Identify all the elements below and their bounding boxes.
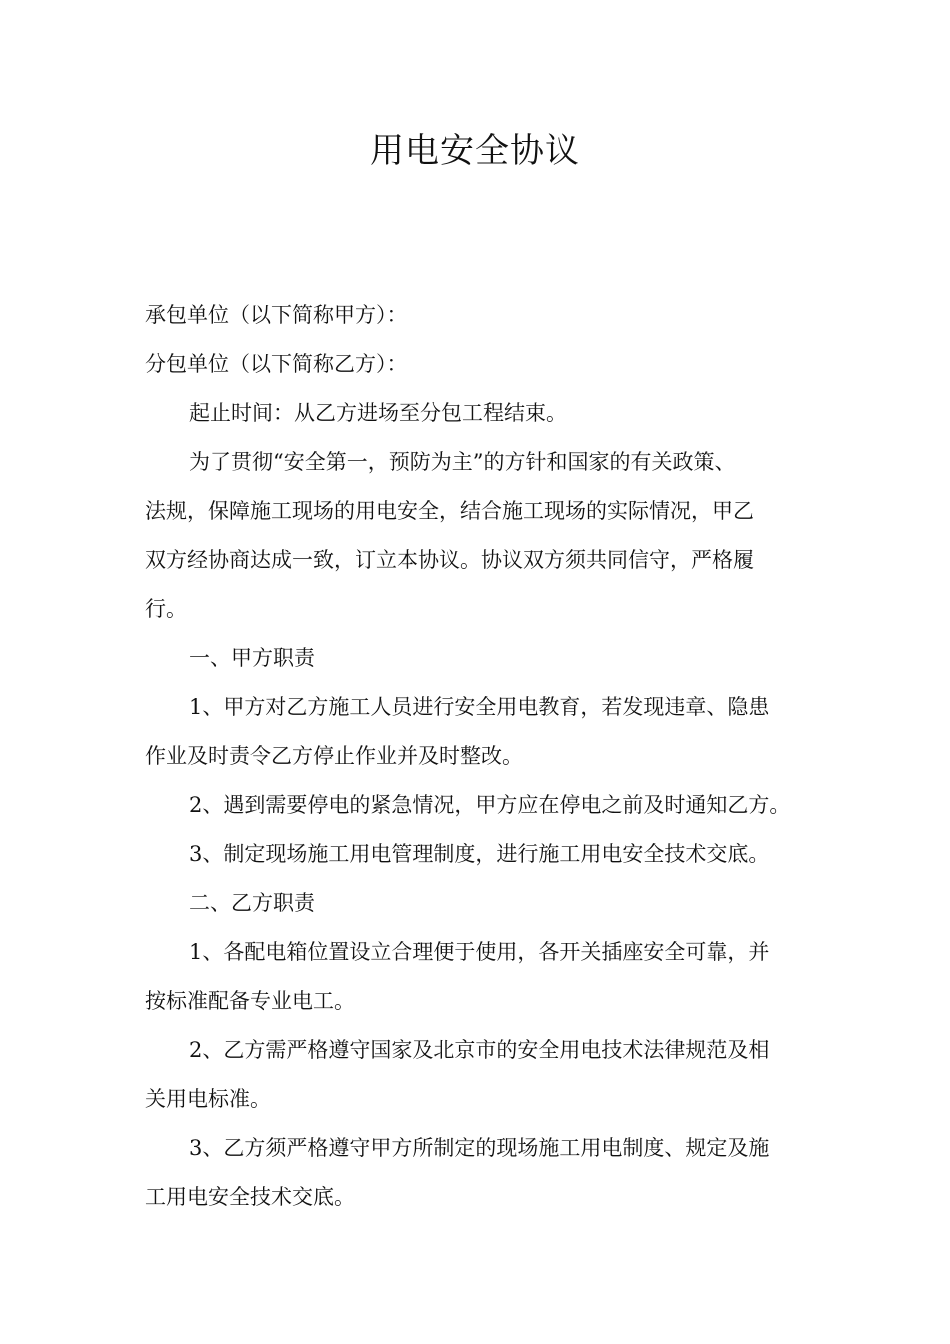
section-a-item2: 2、遇到需要停电的紧急情况，甲方应在停电之前及时通知乙方。	[189, 793, 791, 817]
section-b-item1-line-2: 按标准配备专业电工。	[145, 989, 355, 1013]
section-a-item1-line-2: 作业及时责令乙方停止作业并及时整改。	[145, 744, 523, 768]
section-b-item3-line-1: 3、乙方须严格遵守甲方所制定的现场施工用电制度、规定及施	[189, 1136, 770, 1160]
subcontractor-line: 分包单位（以下简称乙方）：	[145, 352, 408, 376]
section-b-item2-line-2: 关用电标准。	[145, 1087, 271, 1111]
section-b-item2-line-1: 2、乙方需严格遵守国家及北京市的安全用电技术法律规范及相	[189, 1038, 770, 1062]
section-a-item3: 3、制定现场施工用电管理制度，进行施工用电安全技术交底。	[189, 842, 770, 866]
section-b-heading: 二、乙方职责	[189, 891, 315, 915]
intro-line-3: 双方经协商达成一致，订立本协议。协议双方须共同信守，严格履	[145, 548, 754, 572]
section-a-heading: 一、甲方职责	[189, 646, 315, 670]
section-a-item1-line-1: 1、甲方对乙方施工人员进行安全用电教育，若发现违章、隐患	[189, 695, 770, 719]
document-body	[145, 291, 825, 1222]
document-title: 用电安全协议	[370, 131, 580, 171]
period-line: 起止时间：从乙方进场至分包工程结束。	[189, 401, 567, 425]
intro-line-2: 法规，保障施工现场的用电安全，结合施工现场的实际情况，甲乙	[145, 499, 754, 523]
contractor-line: 承包单位（以下简称甲方）：	[145, 303, 408, 327]
section-b-item1-line-1: 1、各配电箱位置设立合理便于使用，各开关插座安全可靠，并	[189, 940, 770, 964]
section-b-item3-line-2: 工用电安全技术交底。	[145, 1185, 355, 1209]
intro-line-4: 行。	[145, 597, 187, 621]
intro-line-1: 为了贯彻“安全第一，预防为主”的方针和国家的有关政策、	[189, 450, 736, 474]
